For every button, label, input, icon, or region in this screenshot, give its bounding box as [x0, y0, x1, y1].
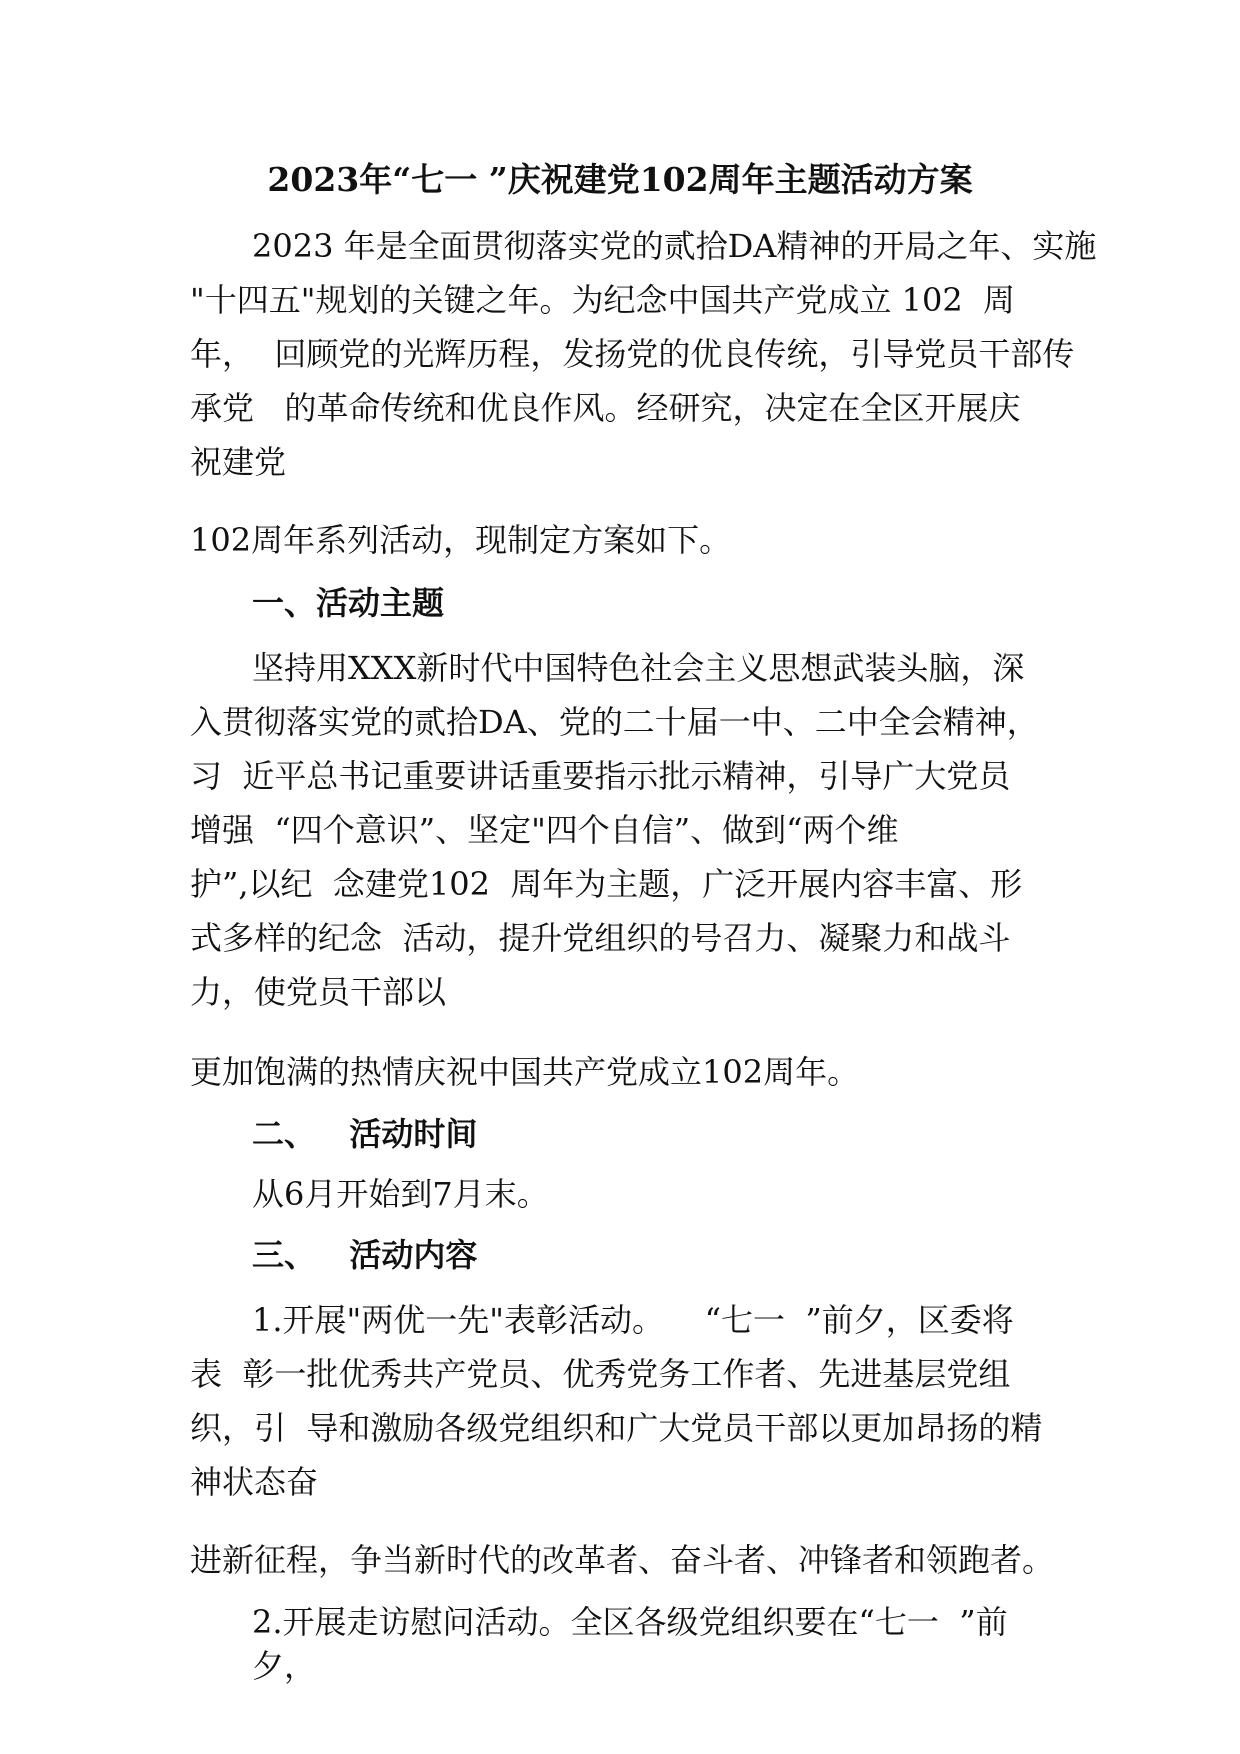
intro-line-3: 年， 回顾党的光辉历程，发扬党的优良传统，引导党员干部传	[190, 335, 1075, 373]
section3-item1-line-3: 织，引 导和激励各级党组织和广大党员干部以更加昂扬的精	[190, 1409, 1043, 1447]
intro-tail: 102周年系列活动，现制定方案如下。	[190, 521, 732, 559]
section3-item1-tail: 进新征程，争当新时代的改革者、奋斗者、冲锋者和领跑者。	[190, 1541, 1055, 1579]
section1-line-6: 式多样的纪念 活动，提升党组织的号召力、凝聚力和战斗	[190, 919, 1011, 957]
section1-heading: 一、活动主题	[252, 584, 445, 622]
section3-item2-line-1: 2.开展走访慰问活动。全区各级党组织要在“七一 ”前	[252, 1603, 1008, 1641]
section3-item2-line-2: 夕，	[252, 1647, 317, 1685]
section3-heading: 三、 活动内容	[252, 1236, 478, 1274]
section3-item1-line-4: 神状态奋	[190, 1463, 319, 1501]
section3-item1-line-1: 1.开展"两优一先"表彰活动。 “七一 ”前夕，区委将	[252, 1301, 1014, 1339]
section1-line-5: 护”,以纪 念建党102 周年为主题，广泛开展内容丰富、形	[190, 865, 1023, 903]
section1-line-7: 力，使党员干部以	[190, 973, 447, 1011]
section2-body: 从6月开始到7月末。	[252, 1175, 549, 1213]
section1-line-1: 坚持用XXX新时代中国特色社会主义思想武装头脑，深	[252, 649, 1025, 687]
section3-item1-line-2: 表 彰一批优秀共产党员、优秀党务工作者、先进基层党组	[190, 1355, 1011, 1393]
section1-line-2: 入贯彻落实党的贰拾DA、党的二十届一中、二中全会精神，	[190, 703, 1039, 741]
section1-line-3: 习 近平总书记重要讲话重要指示批示精神，引导广大党员	[190, 757, 1011, 795]
section1-tail: 更加饱满的热情庆祝中国共产党成立102周年。	[190, 1053, 860, 1091]
intro-line-2: "十四五"规划的关键之年。为纪念中国共产党成立 102 周	[190, 281, 1016, 319]
intro-line-4: 承党 的革命传统和优良作风。经研究，决定在全区开展庆	[190, 389, 1021, 427]
section1-line-4: 增强 “四个意识”、坚定"四个自信”、做到“两个维	[190, 811, 899, 849]
intro-line-5: 祝建党	[190, 443, 287, 481]
document-title: 2023年“七一 ”庆祝建党102周年主题活动方案	[267, 160, 973, 199]
section2-heading: 二、 活动时间	[252, 1115, 478, 1153]
intro-line-1: 2023 年是全面贯彻落实党的贰拾DA精神的开局之年、实施	[252, 227, 1097, 265]
